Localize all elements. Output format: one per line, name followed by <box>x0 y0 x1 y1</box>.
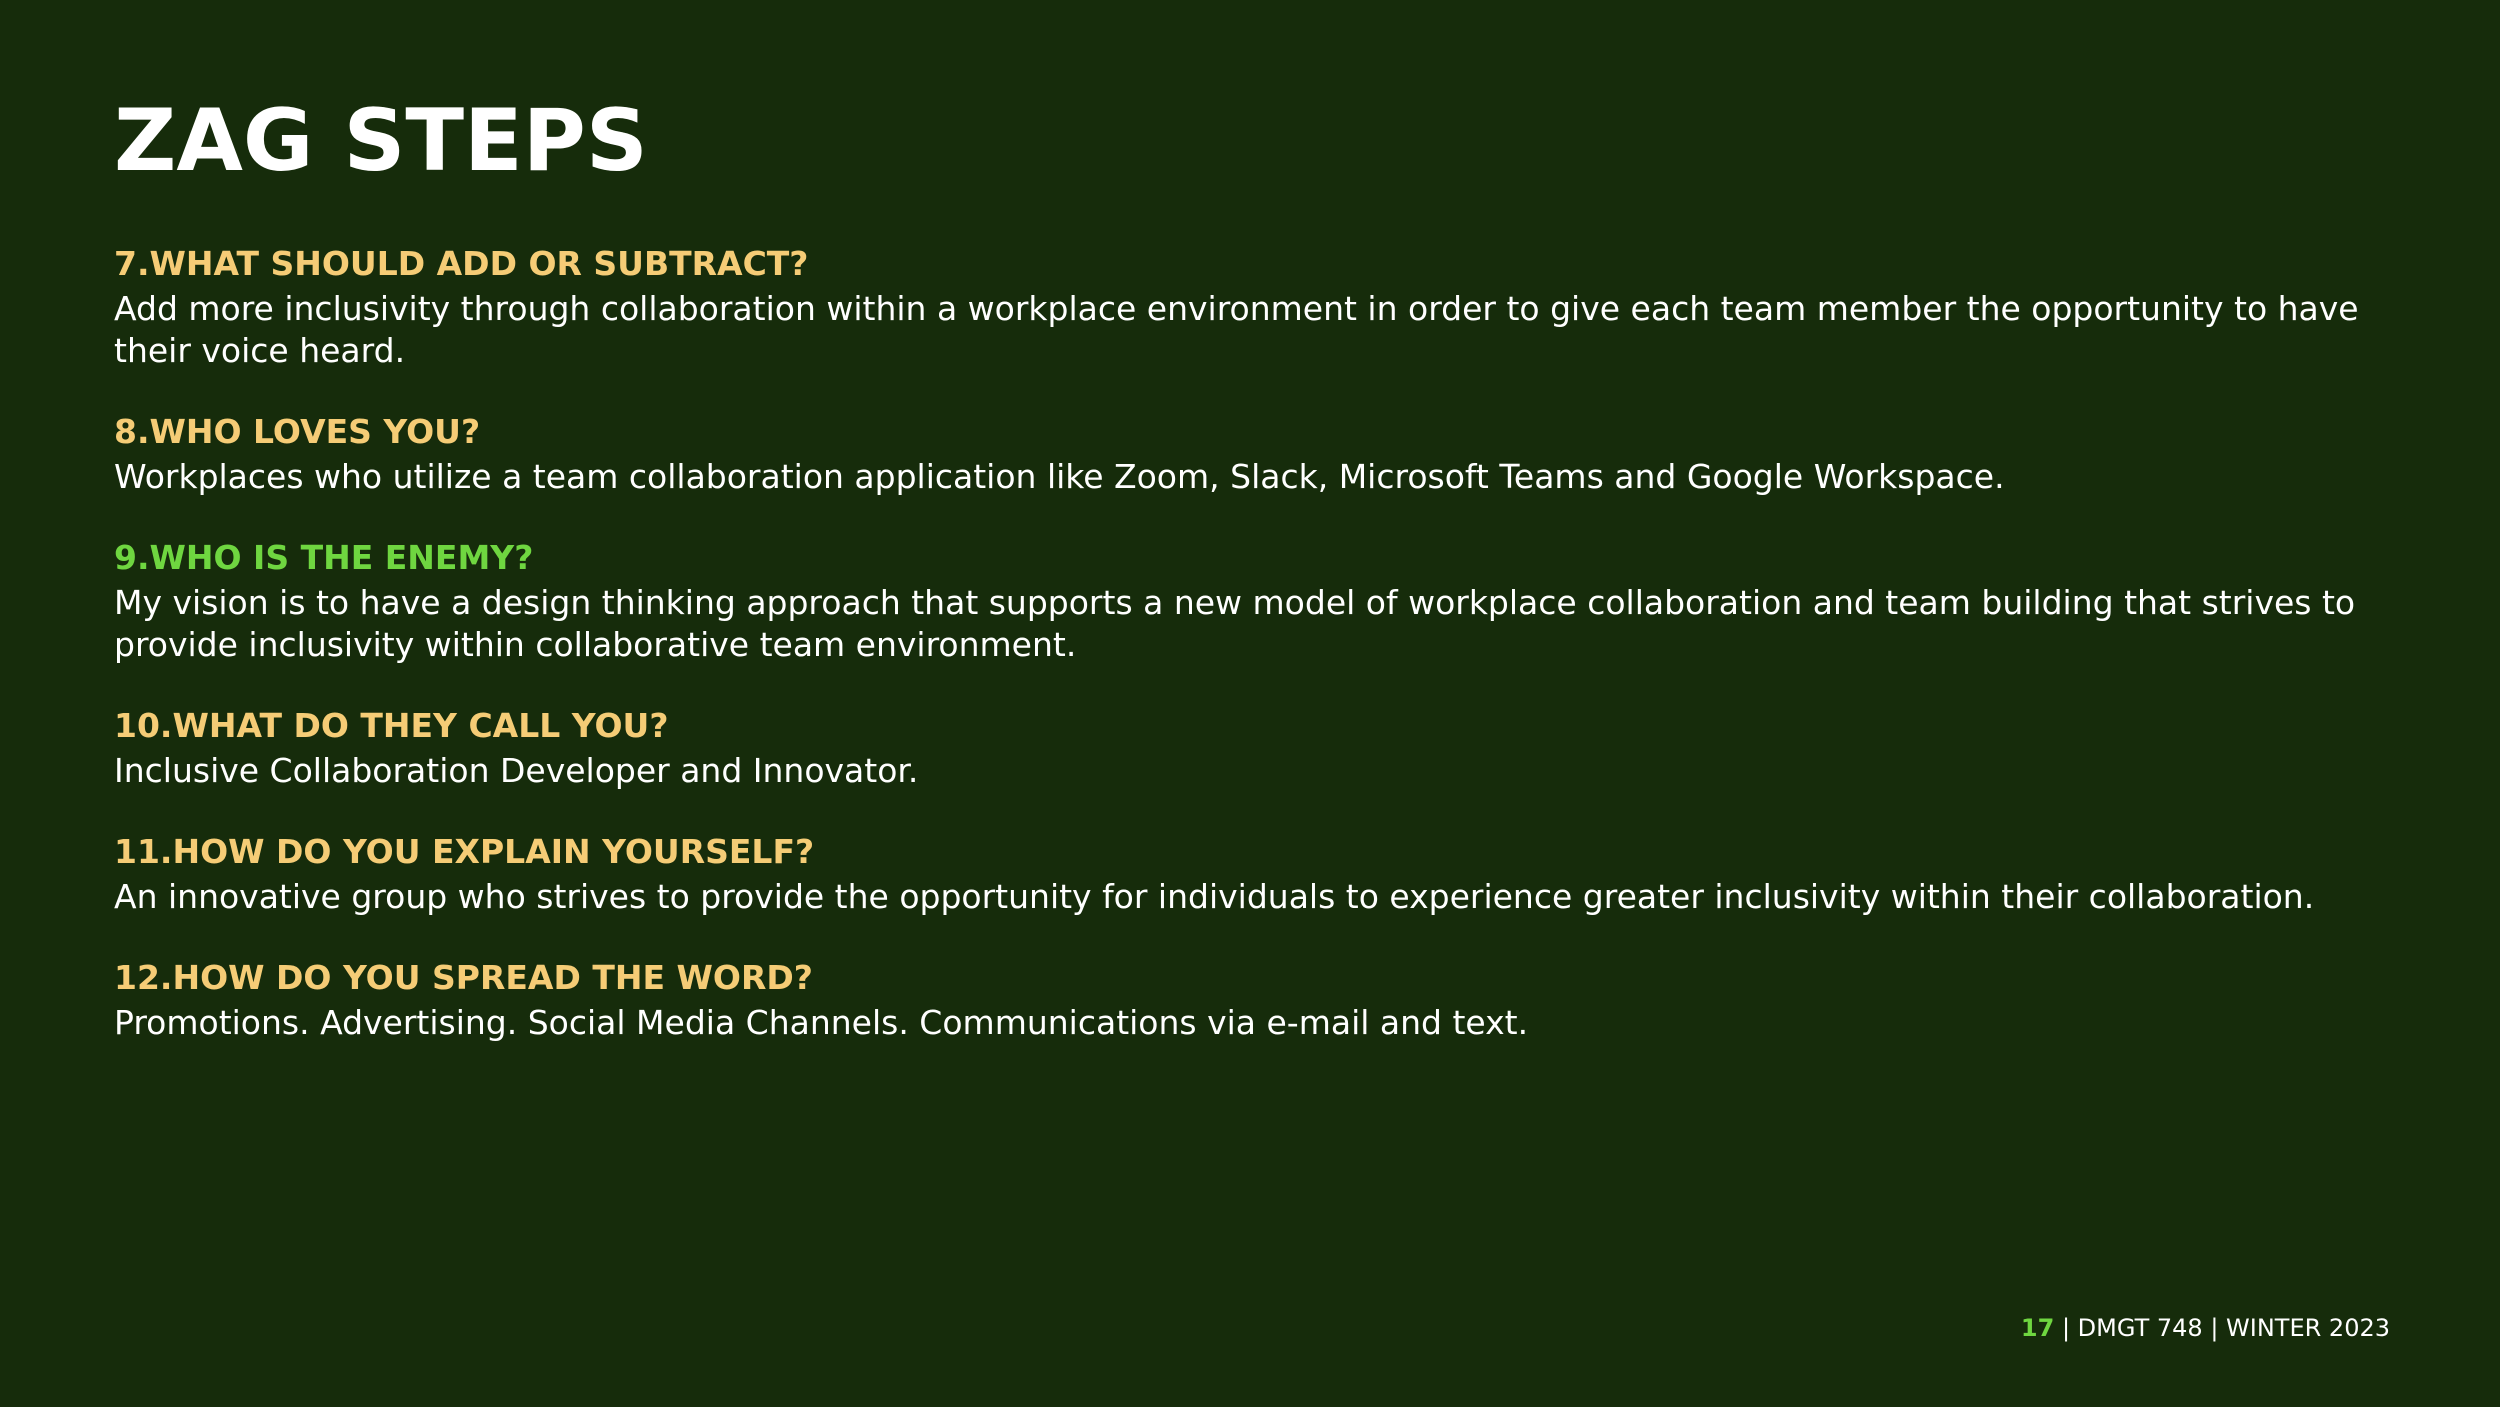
section-body: An innovative group who strives to provide the opportunity for individuals to experience greater inclusivity within their collaboration. <box>114 877 2315 916</box>
section-item <box>114 954 2404 1044</box>
slide-title: ZAG STEPS <box>114 91 648 191</box>
sections-list <box>114 240 2404 1080</box>
section-item <box>114 240 2404 372</box>
section-body: Add more inclusivity through collaboration within a workplace environment in order to give each team member the opportunity to have their voice heard. <box>114 289 2359 370</box>
slide-footer <box>2021 1312 2390 1344</box>
section-body: Workplaces who utilize a team collaboration application like Zoom, Slack, Microsoft Teams and Google Workspace. <box>114 457 2005 496</box>
section-item <box>114 702 2404 792</box>
section-item <box>114 408 2404 498</box>
course-info: | DMGT 748 | WINTER 2023 <box>2054 1314 2390 1342</box>
section-heading: 7.WHAT SHOULD ADD OR SUBTRACT? <box>114 244 809 283</box>
section-heading: 8.WHO LOVES YOU? <box>114 412 481 451</box>
section-heading: 11.HOW DO YOU EXPLAIN YOURSELF? <box>114 832 815 871</box>
section-body: Promotions. Advertising. Social Media Channels. Communications via e-mail and text. <box>114 1003 1529 1042</box>
section-heading: 12.HOW DO YOU SPREAD THE WORD? <box>114 958 813 997</box>
section-item <box>114 534 2404 666</box>
section-heading: 10.WHAT DO THEY CALL YOU? <box>114 706 669 745</box>
section-body: Inclusive Collaboration Developer and Innovator. <box>114 751 919 790</box>
section-item <box>114 828 2404 918</box>
section-heading: 9.WHO IS THE ENEMY? <box>114 538 534 577</box>
section-body: My vision is to have a design thinking approach that supports a new model of workplace collaboration and team building that strives to provide inclusivity within collaborative team environment. <box>114 583 2356 664</box>
page-number: 17 <box>2020 1314 2055 1342</box>
